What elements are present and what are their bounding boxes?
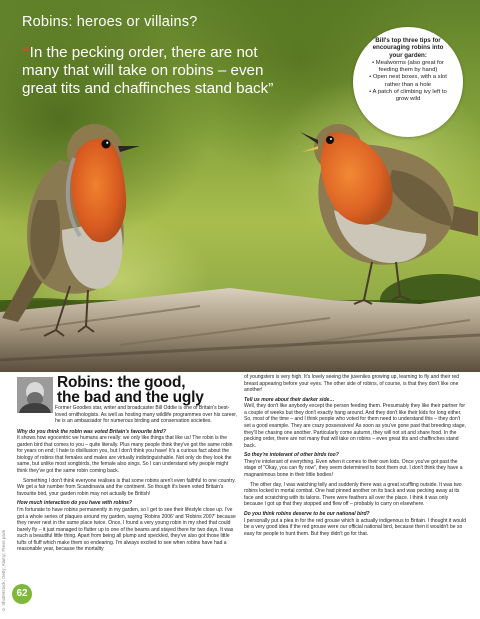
interview-answer: It shows how egocentric we humans are really: we only like things that like us! The robin is the garden bird that comes to you – quite literally. Plus many people think they've got the same robin for years on end; I hate to disillusion you, but I don't think you have! It's a curious fact about the biology of robins that females and males are virtually indistinguishable. Not only do they look the same, but unlike most songbirds, the female also sings. So I can understand why people might think they've got the same robin coming back. bbox=[17, 435, 233, 474]
pull-quote-text: In the pecking order, there are not many that will take on robins – even great tits and chaffinches stand back bbox=[22, 44, 269, 97]
tips-heading: Bill's top three tips for encouraging robins into your garden: bbox=[372, 37, 444, 59]
interview-answer: Well, they don't like anybody except the person feeding them. Presumably they like their partner for a couple of weeks but they don't exactly hang around. And they don't like their kids for long either. So, most of the time – and I think people who voted for them need to understand this – they don't set a good example. They are crazy possessives! As soon as you've gone past that breeding stage, they'll be chasing one another. Particularly come autumn, they will not sit and share food. In the pecking order, there are not many that will take on robins – even great tits and chaffinches stand back. bbox=[244, 403, 466, 449]
article-column-left bbox=[17, 405, 239, 556]
page-number-badge: 62 bbox=[12, 584, 32, 604]
interview-answer: I'm fortunate to have robins permanently in my garden, so I get to see their lifestyle close up. I've got a whole series of plaques around my garden, saying 'Robins 2006' and 'Robins 2007' because they never nest in the same place twice. Once, I found a very young robin in my shed that could barely fly – it just managed to flutter up to one of the beams and stayed there for two days. It was such a beautiful little thing. Apart from being all plump and speckled, they've also got those little tufts of fluff which make them so endearing. I'm always excited to see when robins have had a reasonable year, because the mortality bbox=[17, 507, 236, 553]
tips-item: • A patch of climbing ivy left to grow wild bbox=[369, 88, 447, 102]
interview-question: Tell us more about their darker side… bbox=[244, 396, 335, 403]
pull-quote bbox=[22, 44, 280, 98]
headline-line: the bad and the ugly bbox=[57, 389, 204, 406]
tips-callout bbox=[353, 27, 463, 137]
article-intro: Former Goodies star, writer and broadcaster Bill Oddie is one of Britain's best-loved ornithologists. As well as hosting many wildlife programmes over his career, he is an ambassador for numerous birding and conservation societies. bbox=[55, 405, 238, 425]
interview-question: Do you think robins deserve to be our national bird? bbox=[244, 511, 370, 518]
article-headline bbox=[57, 375, 237, 405]
interview-answer: The other day, I was watching telly and suddenly there was a great scuffling outside. It was two robins locked in mortal combat. One had pinned another on its back and was pecking away at its face and scratching with its talons. There were feathers all over the place. I think it was only because I got up that they stopped and flew off – probably to carry on elsewhere. bbox=[244, 481, 462, 508]
interview-question: How much interaction do you have with robins? bbox=[17, 500, 132, 507]
quote-open-mark: “ bbox=[22, 44, 30, 61]
interview-question: So they're intolerant of other birds too? bbox=[244, 452, 339, 459]
article-column-right bbox=[244, 374, 467, 541]
interview-answer: I personally put a plea in for the red grouse which is actually indigenous to Britain. I thought it would be a very good idea if the red grouse were our official national bird, because then it wouldn't be so easy for people to hunt them. But they didn't go for that. bbox=[244, 517, 466, 537]
quote-close-mark: ” bbox=[268, 80, 274, 97]
interview-answer: Something I don't think everyone realises is that some robins aren't even faithful to one country. We get a fair number from Scandinavia and the continent. So though it's been voted Britain's favourite bird, your garden robin may not actually be British! bbox=[17, 477, 236, 497]
tips-list bbox=[362, 60, 454, 103]
photo-credit: © Shutterstock; Getty; Alamy; Press pack bbox=[1, 529, 6, 612]
tips-item: • Open nest boxes, with a slot rather than a hole bbox=[369, 74, 447, 88]
headline-line: Robins: the good, bbox=[57, 374, 186, 391]
interview-answer: They're intolerant of everything. Even when it comes to their own kids. Once you've got past the stage of "Okay, you can fly now", they seem determined to boot them out. I don't think they have a magnanimous bone in their little bodies! bbox=[244, 458, 463, 479]
tips-item: • Mealworms (also great for feeding them by hand) bbox=[372, 60, 444, 74]
interview-answer: of youngsters is very high. It's lovely seeing the juveniles growing up, learning to fly and their red breast appearing before your eyes. The other side of robins, of course, is that they don't like one another! bbox=[244, 374, 460, 394]
section-title: Robins: heroes or villains? bbox=[22, 14, 198, 30]
interview-question: Why do you think the robin was voted Britain's favourite bird? bbox=[17, 428, 166, 435]
